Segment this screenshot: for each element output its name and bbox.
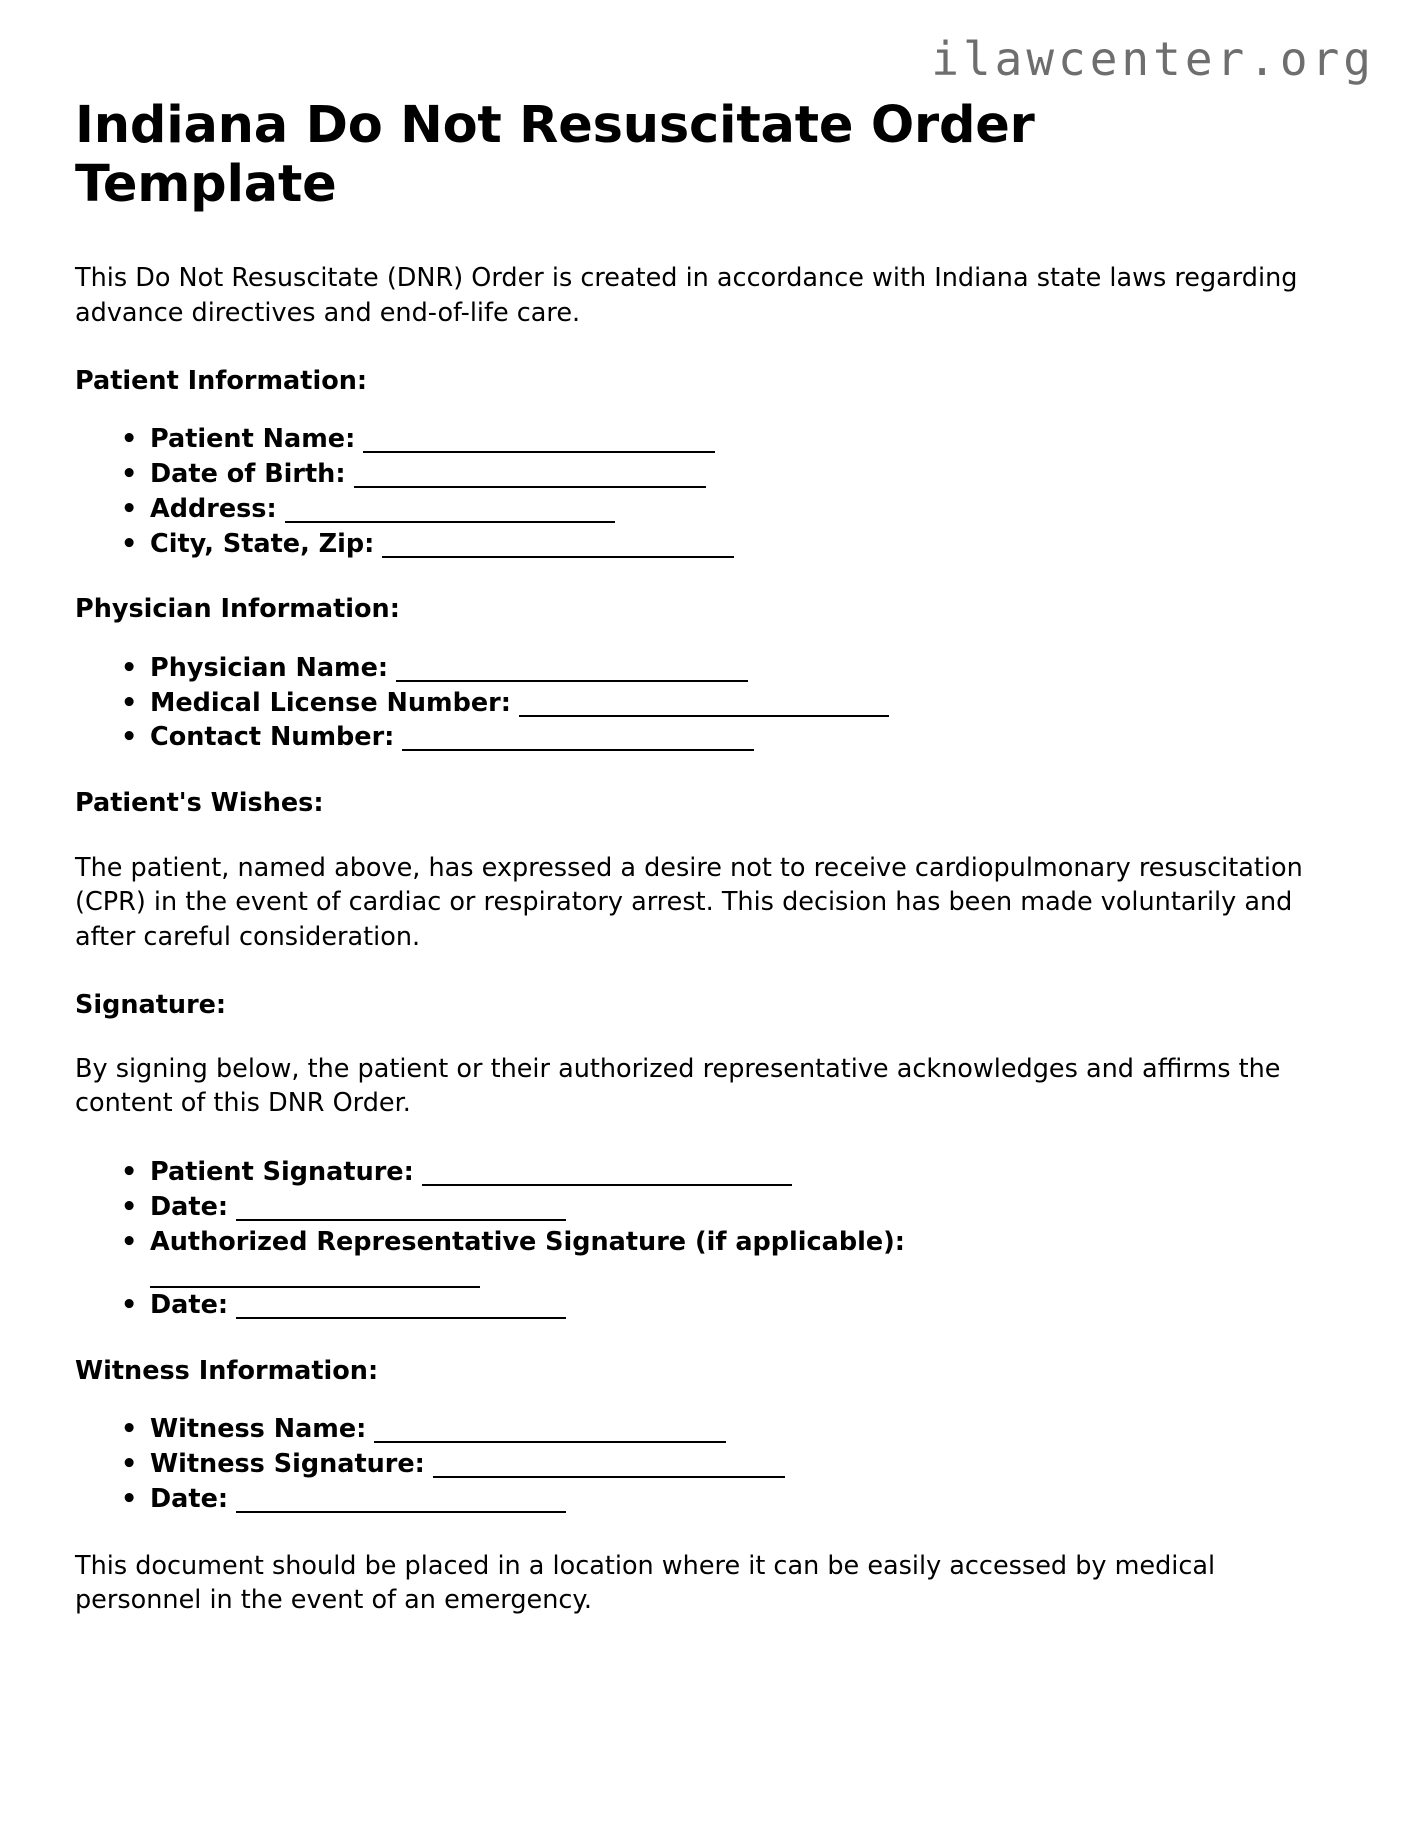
spacer bbox=[75, 1388, 1320, 1412]
field-label: Date: bbox=[150, 1191, 229, 1222]
list-item bbox=[75, 686, 1320, 721]
bullet-icon: • bbox=[121, 722, 138, 753]
list-item bbox=[75, 422, 1320, 457]
blank-fill-line[interactable] bbox=[382, 542, 734, 558]
spacer bbox=[75, 1022, 1320, 1052]
field-label: Date of Birth: bbox=[150, 458, 346, 489]
list-item bbox=[75, 1288, 1320, 1323]
blank-fill-line[interactable] bbox=[374, 1427, 726, 1443]
document-content bbox=[75, 96, 1320, 1618]
spacer bbox=[75, 214, 1320, 261]
heading-signature: Signature: bbox=[75, 989, 227, 1020]
spacer bbox=[75, 821, 1320, 851]
bullet-icon: • bbox=[121, 687, 138, 718]
bullet-icon: • bbox=[121, 1191, 138, 1222]
list-item bbox=[75, 651, 1320, 686]
field-label: Contact Number: bbox=[150, 722, 395, 753]
blank-fill-line[interactable] bbox=[354, 472, 706, 488]
spacer bbox=[75, 755, 1320, 787]
field-label: Witness Signature: bbox=[150, 1448, 425, 1479]
blank-fill-line[interactable] bbox=[422, 1170, 792, 1186]
blank-fill-line[interactable] bbox=[396, 666, 748, 682]
physician-information-field-list bbox=[75, 651, 1320, 756]
spacer bbox=[75, 1121, 1320, 1155]
patient-information-field-list bbox=[75, 422, 1320, 562]
list-item bbox=[75, 492, 1320, 527]
field-label: Physician Name: bbox=[150, 652, 389, 683]
heading-physician-information: Physician Information: bbox=[75, 594, 400, 625]
field-label: Address: bbox=[150, 493, 277, 524]
field-label: Date: bbox=[150, 1483, 229, 1514]
heading-patients-wishes: Patient's Wishes: bbox=[75, 788, 324, 819]
field-label: Witness Name: bbox=[150, 1413, 367, 1444]
blank-fill-line[interactable] bbox=[519, 701, 889, 717]
spacer bbox=[75, 1517, 1320, 1549]
bullet-icon: • bbox=[121, 458, 138, 489]
heading-patient-information: Patient Information: bbox=[75, 365, 368, 396]
field-label: Patient Signature: bbox=[150, 1157, 414, 1188]
bullet-icon: • bbox=[121, 1413, 138, 1444]
spacer bbox=[75, 561, 1320, 593]
blank-fill-line[interactable] bbox=[236, 1205, 566, 1221]
list-item bbox=[75, 720, 1320, 755]
heading-witness-information: Witness Information: bbox=[75, 1355, 379, 1386]
bullet-icon: • bbox=[121, 1448, 138, 1479]
signature-paragraph: By signing below, the patient or their authorized representative acknowledges and affirms the content of this DNR Order. bbox=[75, 1053, 1281, 1119]
spacer bbox=[75, 331, 1320, 365]
bullet-icon: • bbox=[121, 1483, 138, 1514]
list-item bbox=[75, 1155, 1320, 1190]
patients-wishes-paragraph: The patient, named above, has expressed a desire not to receive cardiopulmonary resuscitation (CPR) in the event of cardiac or respiratory arrest. This decision has been made voluntarily and after careful consideration. bbox=[75, 852, 1303, 952]
list-item bbox=[75, 1412, 1320, 1447]
blank-fill-line[interactable] bbox=[236, 1497, 566, 1513]
bullet-icon: • bbox=[121, 652, 138, 683]
list-item bbox=[75, 1190, 1320, 1225]
witness-information-field-list bbox=[75, 1412, 1320, 1517]
field-label: Medical License Number: bbox=[150, 687, 511, 718]
spacer bbox=[75, 955, 1320, 989]
page-title: Indiana Do Not Resuscitate Order Template bbox=[75, 96, 1035, 215]
intro-paragraph: This Do Not Resuscitate (DNR) Order is created in accordance with Indiana state laws regarding advance directives and end-of-life care. bbox=[75, 263, 1298, 328]
spacer bbox=[75, 398, 1320, 422]
list-item bbox=[75, 527, 1320, 562]
bullet-icon: • bbox=[121, 1226, 138, 1257]
bullet-icon: • bbox=[121, 493, 138, 524]
blank-fill-line[interactable] bbox=[363, 437, 715, 453]
signature-field-list bbox=[75, 1155, 1320, 1323]
field-label: Patient Name: bbox=[150, 423, 356, 454]
bullet-icon: • bbox=[121, 423, 138, 454]
field-label: Authorized Representative Signature (if applicable): bbox=[150, 1226, 905, 1257]
blank-fill-line[interactable] bbox=[402, 735, 754, 751]
blank-fill-line[interactable] bbox=[433, 1462, 785, 1478]
field-label: City, State, Zip: bbox=[150, 528, 375, 559]
bullet-icon: • bbox=[121, 1289, 138, 1320]
list-item bbox=[75, 1447, 1320, 1482]
blank-fill-line[interactable] bbox=[150, 1260, 480, 1288]
closing-paragraph: This document should be placed in a location where it can be easily accessed by medical personnel in the event of an emergency. bbox=[75, 1550, 1216, 1616]
bullet-icon: • bbox=[121, 528, 138, 559]
site-watermark: ilawcenter.org bbox=[931, 32, 1375, 86]
blank-fill-line[interactable] bbox=[236, 1303, 566, 1319]
spacer bbox=[75, 627, 1320, 651]
field-label: Date: bbox=[150, 1289, 229, 1320]
list-item bbox=[75, 1225, 1320, 1288]
bullet-icon: • bbox=[121, 1157, 138, 1188]
list-item bbox=[75, 1482, 1320, 1517]
list-item bbox=[75, 457, 1320, 492]
blank-fill-line[interactable] bbox=[285, 507, 615, 523]
spacer bbox=[75, 1323, 1320, 1355]
